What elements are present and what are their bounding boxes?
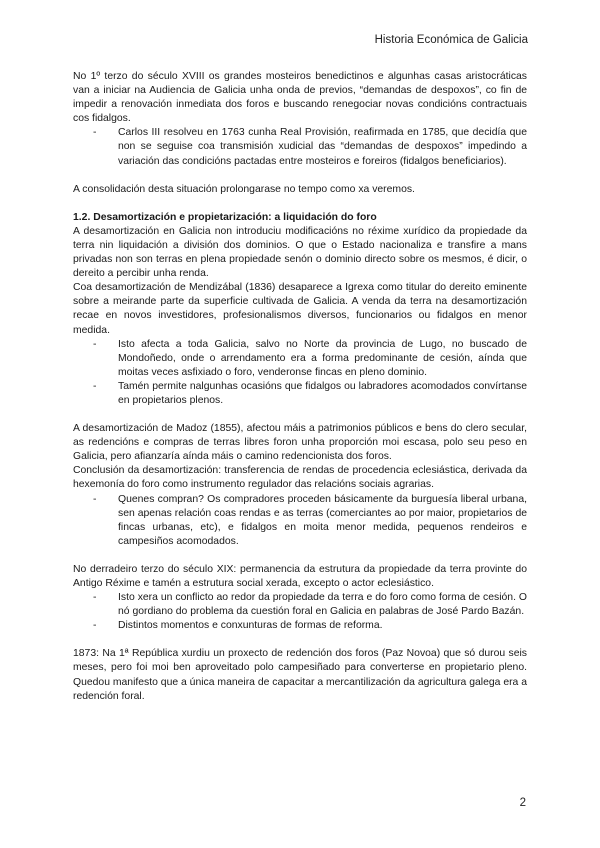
list-item: - Distintos momentos e conxunturas de formas de reforma. [73,619,527,633]
page-number: 2 [519,797,526,809]
section-heading: 1.2. Desamortización e propietarización: a liquidación do foro [73,211,377,223]
list-item: - Quenes compran? Os compradores proceden básicamente da burguesía liberal urbana, sen apenas relación coas rendas e as terras (comerciantes ao por maior, propietarios de fincas urbanas, etc), e fidalgos en moita menor medida, pequenos rendeiros e campesiños acomodados. [73,493,527,549]
paragraph: Conclusión da desamortización: transferencia de rendas de procedencia eclesiástica, derivada da hexemonía do foro como instrumento regulador das relacións sociais agrarias. [73,465,527,491]
paragraph: A desamortización en Galicia non introduciu modificacións no réxime xurídico da propiedade da terra nin liquidación a división dos dominios. O que o Estado nacionaliza e transfire a mans privadas non son terras en plena propiedade senón o dominio directo sobre os mesmos, é dicir, o dereito a percibir unha renda. [73,225,527,280]
list-item: - Carlos III resolveu en 1763 cunha Real Provisión, reafirmada en 1785, que decidía que non se seguise coa transmisión xudicial das “demandas de despoxos” impedindo a variación das condicións pactadas entre mosteiros e foreiros (fidalgos beneficiarios). [73,126,527,168]
paragraph: No derradeiro terzo do século XIX: permanencia da estrutura da propiedade da terra provinte do Antigo Réxime e tamén a estrutura social xerada, excepto o actor eclesiástico. [73,563,527,589]
paragraph: Coa desamortización de Mendizábal (1836) desaparece a Igrexa como titular do dereito eminente sobre a meirande parte da superficie cultivada de Galicia. A venda da terra na desamortización recae en novos investidores, profesionalismos diversos, funcionarios ou fidalgos en menor medida. [73,282,527,336]
bullet-list [73,493,527,549]
list-item: - Isto xera un conflicto ao redor da propiedade da terra e do foro como forma de cesión. O nó gordiano do problema da cuestión foral en Galicia en palabras de José Pardo Bazán. [73,591,527,619]
bullet-list [73,591,527,633]
bullet-list [73,338,527,408]
bullet-list [73,126,527,168]
document-body [73,70,527,704]
paragraph: 1873: Na 1ª República xurdiu un proxecto de redención dos foros (Paz Novoa) que só durou seis meses, pero foi moi ben aproveitado polo campesiñado para converterse en propietario pleno. Quedou manifesto que a única maneira de capacitar a mercantilización da agricultura galega era a redención foral. [73,648,527,702]
list-item: - Tamén permite nalgunhas ocasións que fidalgos ou labradores acomodados convírtanse en propietarios plenos. [73,380,527,408]
list-item: - Isto afecta a toda Galicia, salvo no Norte da provincia de Lugo, no buscado de Mondoñedo, onde o arrendamento era a forma predominante de cesión, aínda que moitas veces asfixiado o foro, venderonse fincas en pleno dominio. [73,338,527,380]
paragraph: A desamortización de Madoz (1855), afectou máis a patrimonios públicos e bens do clero secular, as redencións e compras de terras libres foron unha proporción moi escasa, polo seu peso en Galicia, pero afianzaría aínda máis o camino redencionista dos foros. [73,423,527,463]
running-header: Historia Económica de Galicia [374,34,528,46]
paragraph: No 1º terzo do século XVIII os grandes mosteiros benedictinos e algunhas casas aristocráticas van a iniciar na Audiencia de Galicia unha onda de previos, “demandas de despoxos”, co fin de impedir a renovación inmediata dos foros e buscando renegociar novas condicións contractuais cos fidalgos. [73,71,527,125]
paragraph: A consolidación desta situación prolongarase no tempo como xa veremos. [73,183,415,195]
